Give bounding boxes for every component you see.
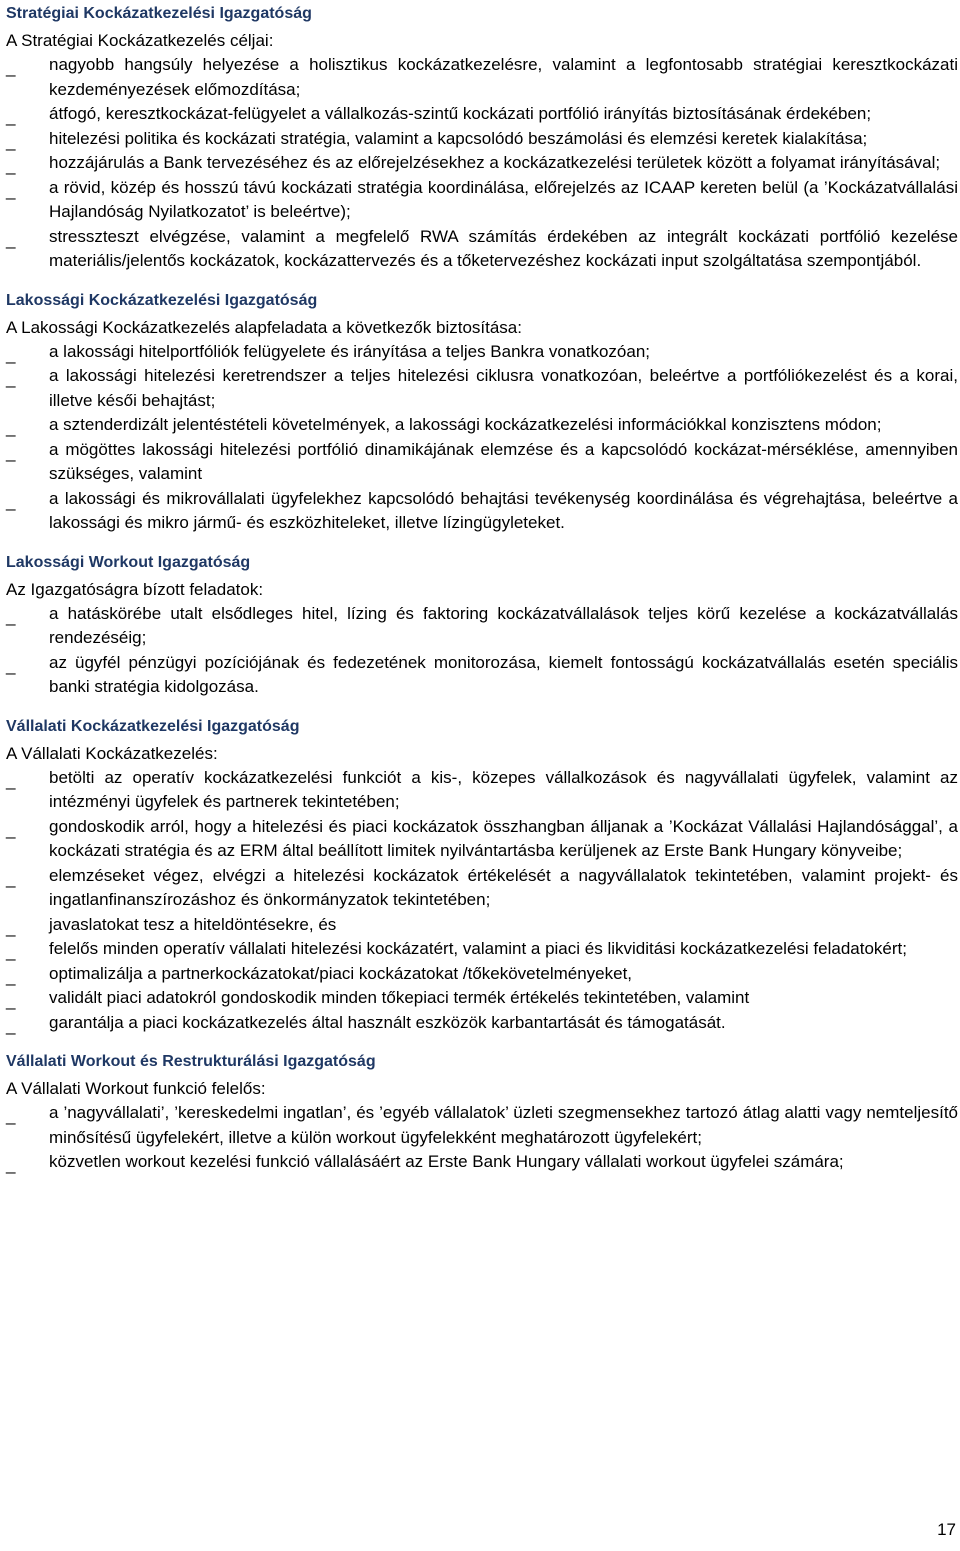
bullet-list <box>6 53 958 274</box>
section-corporate-risk <box>6 717 958 1036</box>
list-item: _ validált piaci adatokról gondoskodik minden tőkepiaci termék értékelés tekintetében, valamint <box>6 986 958 1011</box>
list-item: _ a mögöttes lakossági hitelezési portfólió dinamikájának elemzése és a kapcsolódó kockázat-mérséklése, amennyiben szükséges, valamint <box>6 438 958 487</box>
bullet-list <box>6 340 958 536</box>
list-item: _ a lakossági hitelezési keretrendszer a teljes hitelezési ciklusra vonatkozóan, beleértve a portfóliókezelést és a korai, illetve késői behajtást; <box>6 364 958 413</box>
section-intro: A Stratégiai Kockázatkezelés céljai: <box>6 31 274 50</box>
list-item: _ hitelezési politika és kockázati stratégia, valamint a kapcsolódó beszámolási és elemzési keretek kialakítása; <box>6 127 958 152</box>
list-item: _ optimalizálja a partnerkockázatokat/piaci kockázatokat /tőkekövetelményeket, <box>6 962 958 987</box>
list-item: _ a rövid, közép és hosszú távú kockázati stratégia koordinálása, előrejelzés az ICAAP kereten belül (a ’Kockázatvállalási Hajlandóság Nyilatkozatot’ is beleértve); <box>6 176 958 225</box>
list-item: _ a lakossági és mikrovállalati ügyfelekhez kapcsolódó behajtási tevékenység koordinálása és végrehajtása, beleértve a lakossági és mikro jármű- és eszközhiteleket, illetve lízingügyleteket. <box>6 487 958 536</box>
list-item: _ az ügyfél pénzügyi pozíciójának és fedezetének monitorozása, kiemelt fontosságú kockázatvállalás esetén speciális banki stratégia kidolgozása. <box>6 651 958 700</box>
section-intro: A Lakossági Kockázatkezelés alapfeladata a következők biztosítása: <box>6 317 522 337</box>
section-title: Vállalati Workout és Restrukturálási Igazgatóság <box>6 1053 376 1070</box>
list-item: _ betölti az operatív kockázatkezelési funkciót a kis-, közepes vállalkozások és nagyvállalati ügyfelek, valamint az intézményi ügyfelek és partnerek tekintetében; <box>6 766 958 815</box>
list-item: _ hozzájárulás a Bank tervezéséhez és az előrejelzésekhez a kockázatkezelési területek között a folyamat irányításával; <box>6 151 958 176</box>
list-item: _ garantálja a piaci kockázatkezelés által használt eszközök karbantartását és támogatását. <box>6 1011 958 1036</box>
list-item: _ a sztenderdizált jelentéstételi követelmények, a lakossági kockázatkezelési információkkal konzisztens módon; <box>6 413 958 438</box>
page-number: 17 <box>937 1520 956 1539</box>
list-item: _ átfogó, keresztkockázat-felügyelet a vállalkozás-szintű kockázati portfólió irányítás biztosításának érdekében; <box>6 102 958 127</box>
bullet-list <box>6 602 958 700</box>
section-corporate-workout <box>6 1052 958 1175</box>
document-page <box>6 4 958 1192</box>
section-title: Lakossági Kockázatkezelési Igazgatóság <box>6 291 318 309</box>
section-retail-risk <box>6 291 958 536</box>
section-intro: Az Igazgatóságra bízott feladatok: <box>6 579 264 599</box>
list-item: _ javaslatokat tesz a hiteldöntésekre, és <box>6 913 958 938</box>
list-item: _ stresszteszt elvégzése, valamint a megfelelő RWA számítás érdekében az integrált kockázati portfólió kezelése materiális/jelentős kockázatok, kockázattervezés és a tőketervezéshez kockázati input szolgáltatása szempontjából. <box>6 225 958 274</box>
list-item: _ a lakossági hitelportfóliók felügyelete és irányítása a teljes Bankra vonatkozóan; <box>6 340 958 365</box>
list-item: _ gondoskodik arról, hogy a hitelezési és piaci kockázatok összhangban álljanak a ’Kockázat Vállalási Hajlandósággal’, a kockázati stratégia és az ERM által beállított limitek nyilvántartásba kerüljenek az Erste Bank Hungary könyveibe; <box>6 815 958 864</box>
list-item: _ elemzéseket végez, elvégzi a hitelezési kockázatok értékelését a nagyvállalatok tekintetében, valamint projekt- és ingatlanfinanszírozáshoz és önkormányzatok tekintetében; <box>6 864 958 913</box>
section-strategic-risk <box>6 4 958 274</box>
section-title: Stratégiai Kockázatkezelési Igazgatóság <box>6 5 312 22</box>
bullet-list <box>6 1101 958 1175</box>
section-title: Vállalati Kockázatkezelési Igazgatóság <box>6 717 300 735</box>
list-item: _ a hatáskörébe utalt elsődleges hitel, lízing és faktoring kockázatvállalások teljes körű kezelése a kockázatvállalás rendezéséig; <box>6 602 958 651</box>
list-item: _ felelős minden operatív vállalati hitelezési kockázatért, valamint a piaci és likviditási kockázatkezelési feladatokért; <box>6 937 958 962</box>
bullet-list <box>6 766 958 1036</box>
list-item: _ a ’nagyvállalati’, ’kereskedelmi ingatlan’, és ’egyéb vállalatok’ üzleti szegmensekhez tartozó átlag alatti vagy nemteljesítő minősítésű ügyfelekért, illetve a külön workout ügyfelekként meghatározott ügyfelekért; <box>6 1101 958 1150</box>
section-intro: A Vállalati Workout funkció felelős: <box>6 1079 266 1098</box>
section-intro: A Vállalati Kockázatkezelés: <box>6 743 218 763</box>
section-title: Lakossági Workout Igazgatóság <box>6 553 251 571</box>
section-retail-workout <box>6 553 958 700</box>
list-item: _ nagyobb hangsúly helyezése a holisztikus kockázatkezelésre, valamint a legfontosabb stratégiai keresztkockázati kezdeményezések előmozdítása; <box>6 53 958 102</box>
list-item: _ közvetlen workout kezelési funkció vállalásáért az Erste Bank Hungary vállalati workout ügyfelei számára; <box>6 1150 958 1175</box>
